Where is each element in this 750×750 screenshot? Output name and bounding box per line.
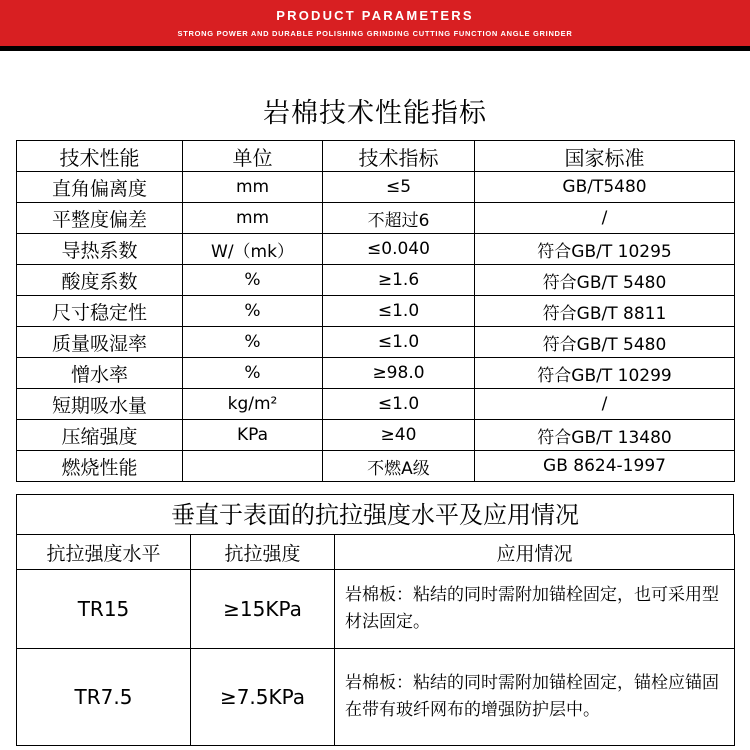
- column-header-tensile-strength: 抗拉强度: [191, 535, 335, 570]
- banner-title: PRODUCT PARAMETERS: [276, 7, 474, 23]
- table-header-row: [17, 535, 735, 570]
- column-header-index: 技术指标: [323, 141, 475, 172]
- cell-tensile-strength: ≥7.5KPa: [191, 649, 335, 746]
- cell-property: 压缩强度: [17, 420, 183, 451]
- cell-unit: KPa: [183, 420, 323, 451]
- cell-standard: 符合GB/T 10295: [475, 234, 735, 265]
- cell-index: ≤1.0: [323, 389, 475, 420]
- cell-property: 平整度偏差: [17, 203, 183, 234]
- table-row: [17, 570, 735, 649]
- document-content: [0, 91, 750, 746]
- cell-tensile-level: TR7.5: [17, 649, 191, 746]
- table-row: [17, 389, 735, 420]
- cell-standard: GB 8624-1997: [475, 451, 735, 482]
- cell-property: 尺寸稳定性: [17, 296, 183, 327]
- spec-table: [16, 140, 735, 482]
- column-header-tensile-level: 抗拉强度水平: [17, 535, 191, 570]
- cell-standard: GB/T5480: [475, 172, 735, 203]
- table-row: [17, 358, 735, 389]
- cell-property: 导热系数: [17, 234, 183, 265]
- cell-index: ≥1.6: [323, 265, 475, 296]
- cell-application: 岩棉板：粘结的同时需附加锚栓固定，也可采用型材法固定。: [335, 570, 735, 649]
- cell-index: ≤0.040: [323, 234, 475, 265]
- cell-unit: [183, 451, 323, 482]
- cell-unit: kg/m²: [183, 389, 323, 420]
- table-row: [17, 451, 735, 482]
- cell-index: 不燃A级: [323, 451, 475, 482]
- table-row: [17, 234, 735, 265]
- table-row: [17, 327, 735, 358]
- cell-unit: %: [183, 296, 323, 327]
- table-row: [17, 203, 735, 234]
- banner-subtitle: STRONG POWER AND DURABLE POLISHING GRINDING CUTTING FUNCTION ANGLE GRINDER: [177, 28, 573, 38]
- cell-unit: W/（mk）: [183, 234, 323, 265]
- cell-application: 岩棉板：粘结的同时需附加锚栓固定，锚栓应锚固在带有玻纤网布的增强防护层中。: [335, 649, 735, 746]
- cell-unit: %: [183, 265, 323, 296]
- cell-index: ≥40: [323, 420, 475, 451]
- column-header-unit: 单位: [183, 141, 323, 172]
- cell-tensile-level: TR15: [17, 570, 191, 649]
- page-title: 岩棉技术性能指标: [263, 98, 487, 129]
- cell-index: ≥98.0: [323, 358, 475, 389]
- table-row: [17, 265, 735, 296]
- cell-property: 憎水率: [17, 358, 183, 389]
- tensile-section-title: 垂直于表面的抗拉强度水平及应用情况: [16, 494, 734, 534]
- cell-index: ≤1.0: [323, 296, 475, 327]
- cell-unit: mm: [183, 172, 323, 203]
- column-header-application: 应用情况: [335, 535, 735, 570]
- product-parameters-banner: [0, 0, 750, 46]
- cell-standard: /: [475, 203, 735, 234]
- banner-divider: [0, 46, 750, 51]
- cell-standard: 符合GB/T 5480: [475, 327, 735, 358]
- cell-standard: 符合GB/T 8811: [475, 296, 735, 327]
- cell-standard: 符合GB/T 5480: [475, 265, 735, 296]
- cell-property: 酸度系数: [17, 265, 183, 296]
- cell-index: 不超过6: [323, 203, 475, 234]
- cell-unit: mm: [183, 203, 323, 234]
- cell-property: 直角偏离度: [17, 172, 183, 203]
- tensile-table: [16, 534, 735, 746]
- cell-standard: 符合GB/T 13480: [475, 420, 735, 451]
- column-header-property: 技术性能: [17, 141, 183, 172]
- cell-unit: %: [183, 327, 323, 358]
- table-header-row: [17, 141, 735, 172]
- table-row: [17, 296, 735, 327]
- cell-standard: 符合GB/T 10299: [475, 358, 735, 389]
- cell-property: 质量吸湿率: [17, 327, 183, 358]
- cell-tensile-strength: ≥15KPa: [191, 570, 335, 649]
- table-row: [17, 172, 735, 203]
- column-header-standard: 国家标准: [475, 141, 735, 172]
- cell-property: 燃烧性能: [17, 451, 183, 482]
- cell-index: ≤1.0: [323, 327, 475, 358]
- cell-property: 短期吸水量: [17, 389, 183, 420]
- table-row: [17, 420, 735, 451]
- cell-index: ≤5: [323, 172, 475, 203]
- cell-standard: /: [475, 389, 735, 420]
- table-row: [17, 649, 735, 746]
- cell-unit: %: [183, 358, 323, 389]
